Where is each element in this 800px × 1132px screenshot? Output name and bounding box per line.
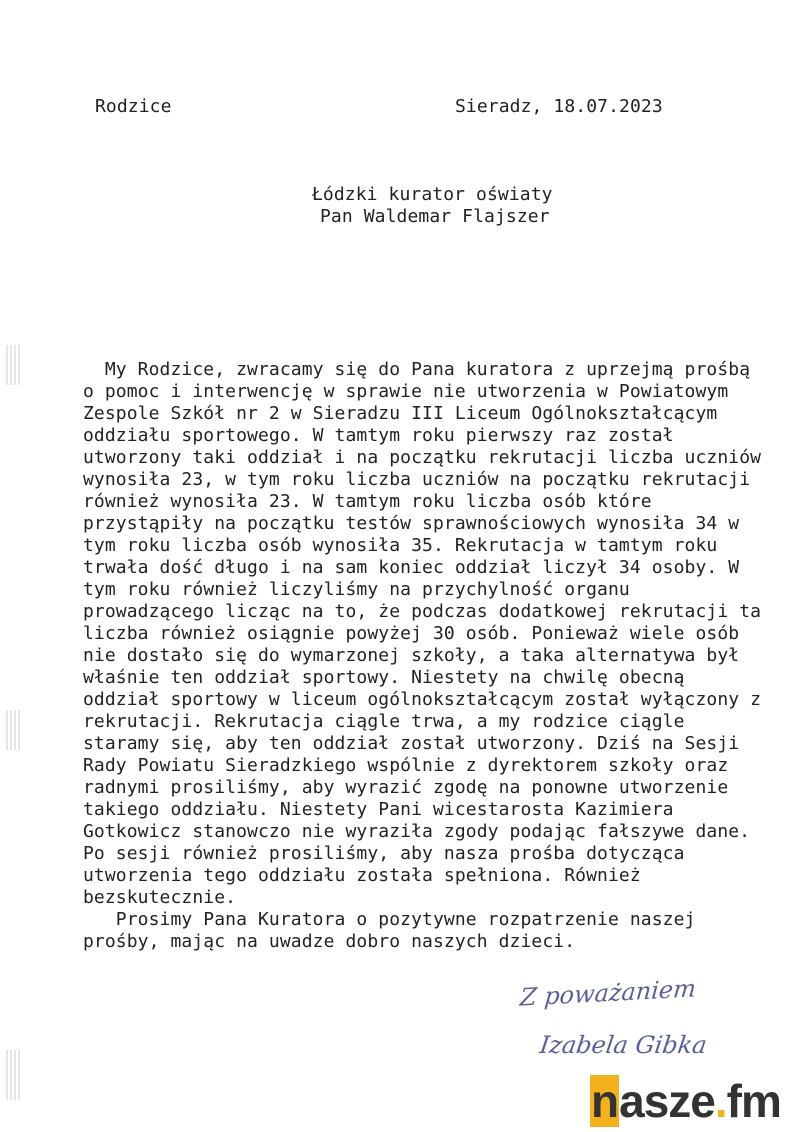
body-line: oddział sportowy w liceum ogólnokształcącym został wyłączony z — [83, 689, 762, 710]
body-line: prośby, mając na uwadze dobro naszych dzieci. — [83, 931, 576, 952]
body-line: właśnie ten oddział sportowy. Niestety na chwilę obecną — [83, 667, 685, 688]
body-line: liczba również osiągnie powyżej 30 osób. Ponieważ wiele osób — [83, 623, 740, 644]
body-line: takiego oddziału. Niestety Pani wicestarosta Kazimiera — [83, 799, 674, 820]
body-line: Prosimy Pana Kuratora o pozytywne rozpatrzenie naszej — [83, 909, 696, 930]
letter-body — [83, 359, 761, 953]
place-date: Sieradz, 18.07.2023 — [455, 96, 663, 117]
scan-artifact — [6, 710, 20, 750]
body-line: utworzony taki oddział i na początku rekrutacji liczba uczniów — [83, 447, 762, 468]
body-line: radnymi prosiliśmy, aby wyrazić zgodę na ponowne utworzenie — [83, 777, 729, 798]
body-line: tym roku również liczyliśmy na przychylność organu — [83, 579, 630, 600]
body-line: wynosiła 23, w tym roku liczba uczniów na początku rekrutacji — [83, 469, 751, 490]
body-line: rekrutacji. Rekrutacja ciągle trwa, a my rodzice ciągle — [83, 711, 685, 732]
body-line: Rady Powiatu Sieradzkiego wspólnie z dyrektorem szkoły oraz — [83, 755, 729, 776]
body-line: Zespole Szkół nr 2 w Sieradzu III Liceum Ogólnokształcącym — [83, 403, 718, 424]
body-line: Gotkowicz stanowczo nie wyraziła zgody podając fałszywe dane. — [83, 821, 751, 842]
recipient-name: Pan Waldemar Flajszer — [320, 206, 550, 227]
logo-fm: fm — [726, 1075, 781, 1127]
body-line: staramy się, aby ten oddział został utworzony. Dziś na Sesji — [83, 733, 740, 754]
scan-artifact — [6, 1050, 20, 1100]
body-line: bezskutecznie. — [83, 887, 237, 908]
logo-dot: . — [714, 1075, 727, 1127]
logo-asze: asze — [619, 1075, 715, 1127]
body-line: oddziału sportowego. W tamtym roku pierwszy raz został — [83, 425, 674, 446]
body-line: również wynosiła 23. W tamtym roku liczba osób które — [83, 491, 652, 512]
signature-name: Izabela Gibka — [538, 1031, 709, 1059]
logo-n: n — [591, 1075, 619, 1127]
body-line: Po sesji również prosiliśmy, aby nasza prośba dotycząca — [83, 843, 685, 864]
scan-artifact — [6, 345, 20, 385]
body-line: nie dostało się do wymarzonej szkoły, a taka alternatywa był — [83, 645, 740, 666]
body-line: o pomoc i interwencję w sprawie nie utworzenia w Powiatowym — [83, 381, 729, 402]
recipient-title: Łódzki kurator oświaty — [312, 184, 553, 205]
signature-closing: Z poważaniem — [518, 974, 698, 1012]
body-line: trwała dość długo i na sam koniec oddział liczył 34 osoby. W — [83, 557, 740, 578]
body-line: prowadzącego licząc na to, że podczas dodatkowej rekrutacji ta — [83, 601, 762, 622]
sender: Rodzice — [95, 96, 172, 117]
body-line: przystąpiły na początku testów sprawnościowych wynosiła 34 w — [83, 513, 740, 534]
body-line: My Rodzice, zwracamy się do Pana kuratora z uprzejmą prośbą — [83, 359, 751, 380]
nasze-fm-logo — [590, 1076, 781, 1126]
body-line: tym roku liczba osób wynosiła 35. Rekrutacja w tamtym roku — [83, 535, 718, 556]
body-line: utworzenia tego oddziału została spełniona. Również — [83, 865, 641, 886]
